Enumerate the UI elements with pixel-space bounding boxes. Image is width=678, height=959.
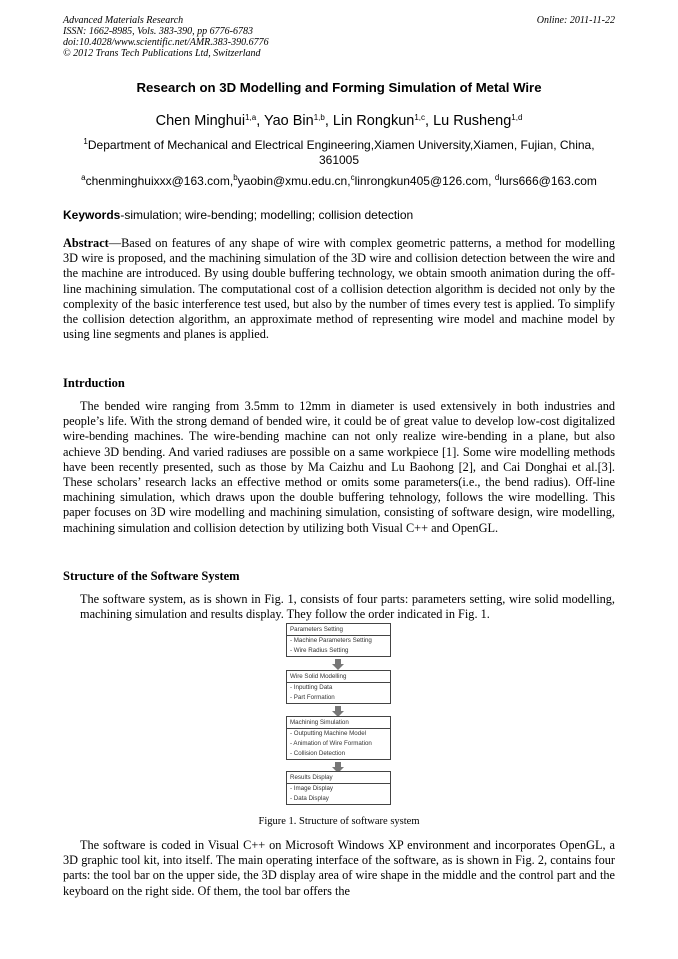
down-arrow-icon	[332, 659, 344, 670]
flowchart-item: - Animation of Wire Formation	[290, 740, 372, 747]
affiliation	[63, 138, 615, 168]
flowchart-box	[286, 623, 391, 657]
author-sup: 1,d	[511, 113, 523, 122]
author-name: Lin Rongkun	[332, 113, 415, 129]
flowchart-item: - Inputting Data	[290, 684, 333, 691]
email-address: linrongkun405@126.com	[354, 174, 489, 188]
email-sep: ,	[347, 174, 351, 188]
issn: ISSN: 1662-8985, Vols. 383-390, pp 6776-6783	[63, 26, 253, 37]
keywords-text: -simulation; wire-bending; modelling; collision detection	[120, 208, 414, 222]
author-name: Chen Minghui	[155, 113, 246, 129]
flowchart-item: - Outputting Machine Model	[290, 730, 367, 737]
author-sep: ,	[425, 113, 434, 129]
flowchart-box-title: Wire Solid Modelling	[287, 671, 390, 683]
flowchart-box	[286, 771, 391, 805]
abstract-label: Abstract	[63, 236, 109, 250]
author-sep: ,	[256, 113, 264, 129]
flowchart-item: - Data Display	[290, 795, 329, 802]
flowchart-box	[286, 670, 391, 704]
author-name: Yao Bin	[264, 113, 314, 129]
flowchart-item: - Collision Detection	[290, 750, 346, 757]
author-list	[0, 113, 678, 129]
flowchart-item: - Image Display	[290, 785, 333, 792]
software-paragraph: The software is coded in Visual C++ on Microsoft Windows XP environment and incorporates OpenGL, a 3D graphic tool kit, into itself. The main operating interface of the software, as is shown in Fig. 2, contains four parts: the tool bar on the upper side, the 3D display area of wire shape in the middle and the control part and the keyboard on the right side. Of them, the tool bar offers the	[63, 838, 615, 898]
copyright: © 2012 Trans Tech Publications Ltd, Switzerland	[63, 48, 261, 59]
flowchart-item: - Machine Parameters Setting	[290, 637, 372, 644]
email-sup: d	[494, 173, 500, 182]
abstract-text: —Based on features of any shape of wire with complex geometric patterns, a method for modelling 3D wire is proposed, and the machining simulation of the 3D wire and collision detection between the wire and the machine are introduced. By using double buffering technology, we obtain smooth animation during the off-line machining simulation. The computational cost of a collision detection algorithm is decided not only by the complexity of the basic interference test used, but also by the number of times every test is applied. To simplify the collision detection algorithm, an approximate method of representing wire model and machine model by using line segments and planes is applied.	[63, 236, 615, 342]
author-sup: 1,a	[245, 113, 257, 122]
figure-caption: Figure 1. Structure of software system	[258, 816, 420, 827]
flowchart-box-title: Results Display	[287, 772, 390, 784]
email-sep: ,	[488, 174, 495, 188]
doi: doi:10.4028/www.scientific.net/AMR.383-390.6776	[63, 37, 269, 48]
author-name: Lu Rusheng	[433, 113, 512, 129]
affiliation-sup: 1	[83, 137, 88, 146]
author-sup: 1,c	[414, 113, 425, 122]
section-heading-structure: Structure of the Software System	[63, 569, 240, 583]
email-address: lurs666@163.com	[499, 174, 597, 188]
flowchart-box-title: Parameters Setting	[287, 624, 390, 636]
email-address: chenminghuixxx@163.com	[85, 174, 230, 188]
structure-paragraph: The software system, as is shown in Fig. 1, consists of four parts: parameters setting, wire solid modelling, machining simulation and results display. They follow the order indicated in Fig. 1.	[80, 592, 615, 622]
email-sup: b	[233, 173, 238, 182]
flowchart-box-title: Machining Simulation	[287, 717, 390, 729]
online-date: Online: 2011-11-22	[536, 15, 615, 26]
journal-header	[63, 15, 615, 59]
keywords	[63, 208, 413, 222]
email-address: yaobin@xmu.edu.cn	[237, 174, 348, 188]
email-list	[0, 174, 678, 188]
flowchart-item: - Wire Radius Setting	[290, 647, 349, 654]
author-sup: 1,b	[313, 113, 325, 122]
keywords-label: Keywords	[63, 208, 121, 222]
email-sep: ,	[229, 174, 234, 188]
abstract	[63, 236, 615, 342]
email-sup: c	[350, 173, 355, 182]
email-sup: a	[81, 173, 86, 182]
paper-title: Research on 3D Modelling and Forming Simulation of Metal Wire	[136, 80, 542, 95]
author-sep: ,	[324, 113, 333, 129]
flowchart-box	[286, 716, 391, 760]
flowchart-item: - Part Formation	[290, 694, 335, 701]
section-heading-introduction: Intrduction	[63, 376, 125, 390]
journal-name: Advanced Materials Research	[63, 15, 184, 26]
affiliation-text: Department of Mechanical and Electrical Engineering,Xiamen University,Xiamen, Fujian, China, 361005	[87, 138, 595, 167]
introduction-paragraph: The bended wire ranging from 3.5mm to 12mm in diameter is used extensively in both industries and people’s life. With the strong demand of bended wire, it could be of great value to develop low-cost digitalized wire-bending machines. The wire-bending machine can not only realize wire-bending in a plane, but also achieve 3D bending. And varied radiuses are possible on a same workpiece [1]. Some wire modelling methods have been recently presented, such as those by Ma Caizhu and Lu Baohong [2], and Cai Donghai et al.[3]. These scholars’ research lacks an effective method or omits some parameters(i.e., the bend radius). Off-line machining simulation, which draws upon the double buffering tehnology, follows the wire modelling. This paper focuses on 3D wire modelling and machining simulation, consisting of software design, wire modelling, machining simulation and collision detection by utilizing both Visual C++ and OpenGL.	[63, 399, 615, 535]
